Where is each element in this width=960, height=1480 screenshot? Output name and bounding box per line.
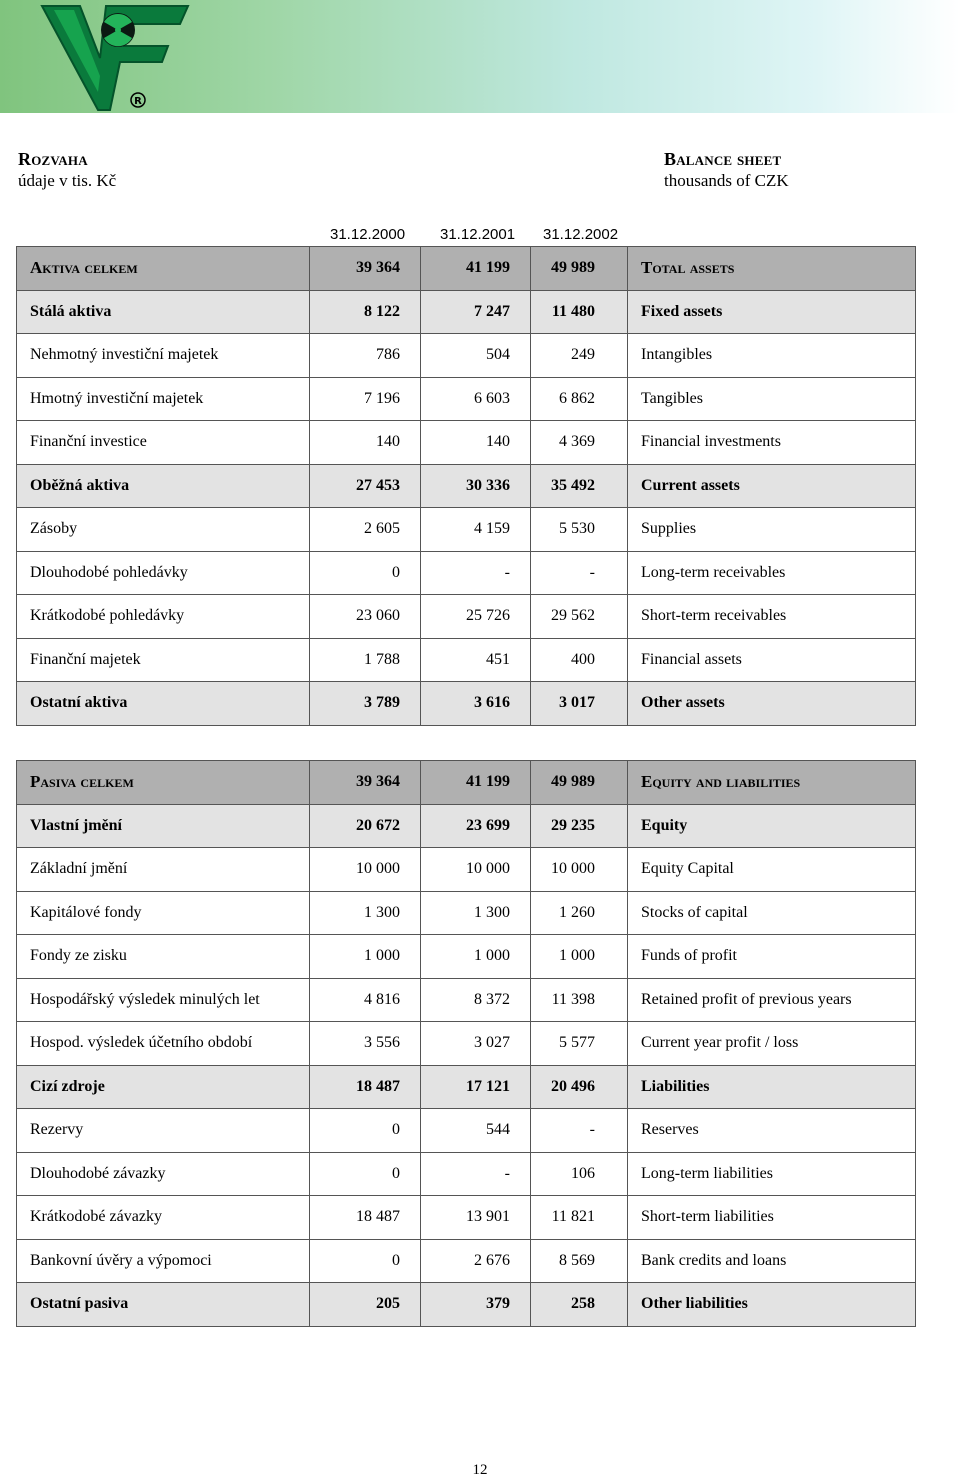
row-label-cz: Základní jmění [17, 848, 310, 892]
table-row [17, 1283, 916, 1327]
value-2000: 0 [310, 1152, 421, 1196]
row-label-en: Long-term liabilities [628, 1152, 916, 1196]
value-2001: 13 901 [421, 1196, 531, 1240]
row-label-cz: Zásoby [17, 508, 310, 552]
table-row [17, 247, 916, 291]
table-row [17, 891, 916, 935]
value-2000: 0 [310, 1239, 421, 1283]
value-2002: 35 492 [531, 464, 628, 508]
value-2000: 10 000 [310, 848, 421, 892]
table-row [17, 804, 916, 848]
column-header-2002: 31.12.2002 [543, 226, 619, 243]
value-2002: 6 862 [531, 377, 628, 421]
value-2000: 20 672 [310, 804, 421, 848]
row-label-cz: Dlouhodobé pohledávky [17, 551, 310, 595]
rozvaha-units: údaje v tis. Kč [18, 171, 117, 190]
table-row [17, 682, 916, 726]
value-2002: 10 000 [531, 848, 628, 892]
table-row [17, 464, 916, 508]
column-header-2001: 31.12.2001 [440, 226, 516, 243]
value-2000: 4 816 [310, 978, 421, 1022]
value-2001: 544 [421, 1109, 531, 1153]
value-2002: - [531, 1109, 628, 1153]
value-2001: 7 247 [421, 290, 531, 334]
row-label-en: Bank credits and loans [628, 1239, 916, 1283]
table-row [17, 1196, 916, 1240]
row-label-en: Short-term liabilities [628, 1196, 916, 1240]
value-2001: 10 000 [421, 848, 531, 892]
row-label-en: Intangibles [628, 334, 916, 378]
value-2000: 0 [310, 1109, 421, 1153]
row-label-cz: Rezervy [17, 1109, 310, 1153]
value-2000: 23 060 [310, 595, 421, 639]
row-label-en: Equity Capital [628, 848, 916, 892]
row-label-cz: Finanční majetek [17, 638, 310, 682]
table-row [17, 1022, 916, 1066]
row-label-cz: Pasiva celkem [17, 761, 310, 805]
value-2000: 7 196 [310, 377, 421, 421]
table-row [17, 935, 916, 979]
row-label-en: Other assets [628, 682, 916, 726]
rozvaha-title: Rozvaha [18, 149, 88, 169]
row-label-cz: Nehmotný investiční majetek [17, 334, 310, 378]
value-2001: 3 027 [421, 1022, 531, 1066]
table-row [17, 638, 916, 682]
value-2001: 41 199 [421, 761, 531, 805]
value-2002: 11 480 [531, 290, 628, 334]
row-label-en: Other liabilities [628, 1283, 916, 1327]
header-right [664, 148, 789, 192]
balance-sheet-units: thousands of CZK [664, 171, 789, 190]
value-2000: 3 556 [310, 1022, 421, 1066]
row-label-cz: Kapitálové fondy [17, 891, 310, 935]
value-2002: 49 989 [531, 247, 628, 291]
value-2001: 140 [421, 421, 531, 465]
value-2001: 2 676 [421, 1239, 531, 1283]
row-label-cz: Hospod. výsledek účetního období [17, 1022, 310, 1066]
svg-text:R: R [134, 96, 142, 107]
value-2000: 39 364 [310, 247, 421, 291]
row-label-en: Equity [628, 804, 916, 848]
row-label-en: Current year profit / loss [628, 1022, 916, 1066]
value-2001: 17 121 [421, 1065, 531, 1109]
row-label-en: Fixed assets [628, 290, 916, 334]
value-2001: 8 372 [421, 978, 531, 1022]
row-label-en: Current assets [628, 464, 916, 508]
table-row [17, 848, 916, 892]
row-label-en: Supplies [628, 508, 916, 552]
row-label-cz: Finanční investice [17, 421, 310, 465]
balance-sheet-title: Balance sheet [664, 149, 782, 169]
value-2001: 504 [421, 334, 531, 378]
value-2001: 30 336 [421, 464, 531, 508]
page-number: 12 [472, 1462, 488, 1478]
value-2001: 1 300 [421, 891, 531, 935]
header-left [18, 148, 116, 192]
value-2002: 29 562 [531, 595, 628, 639]
value-2002: 4 369 [531, 421, 628, 465]
value-2002: 11 398 [531, 978, 628, 1022]
value-2002: 1 000 [531, 935, 628, 979]
table-row [17, 761, 916, 805]
value-2000: 1 300 [310, 891, 421, 935]
value-2002: 29 235 [531, 804, 628, 848]
value-2001: 451 [421, 638, 531, 682]
value-2000: 18 487 [310, 1065, 421, 1109]
row-label-en: Reserves [628, 1109, 916, 1153]
row-label-cz: Hospodářský výsledek minulých let [17, 978, 310, 1022]
value-2001: 4 159 [421, 508, 531, 552]
row-label-cz: Stálá aktiva [17, 290, 310, 334]
table-row [17, 595, 916, 639]
value-2002: 5 530 [531, 508, 628, 552]
value-2000: 1 000 [310, 935, 421, 979]
assets-table [16, 246, 916, 726]
value-2000: 205 [310, 1283, 421, 1327]
value-2000: 8 122 [310, 290, 421, 334]
table-row [17, 377, 916, 421]
value-2002: - [531, 551, 628, 595]
table-row [17, 421, 916, 465]
row-label-en: Retained profit of previous years [628, 978, 916, 1022]
value-2002: 3 017 [531, 682, 628, 726]
row-label-cz: Ostatní aktiva [17, 682, 310, 726]
row-label-cz: Aktiva celkem [17, 247, 310, 291]
row-label-cz: Dlouhodobé závazky [17, 1152, 310, 1196]
row-label-en: Total assets [628, 247, 916, 291]
value-2002: 249 [531, 334, 628, 378]
value-2002: 258 [531, 1283, 628, 1327]
value-2001: 41 199 [421, 247, 531, 291]
table-row [17, 508, 916, 552]
value-2000: 140 [310, 421, 421, 465]
row-label-cz: Krátkodobé závazky [17, 1196, 310, 1240]
value-2001: 23 699 [421, 804, 531, 848]
table-row [17, 978, 916, 1022]
value-2000: 18 487 [310, 1196, 421, 1240]
value-2000: 1 788 [310, 638, 421, 682]
company-logo [40, 2, 210, 114]
value-2002: 8 569 [531, 1239, 628, 1283]
row-label-en: Financial investments [628, 421, 916, 465]
row-label-cz: Oběžná aktiva [17, 464, 310, 508]
row-label-en: Financial assets [628, 638, 916, 682]
value-2001: 3 616 [421, 682, 531, 726]
value-2002: 20 496 [531, 1065, 628, 1109]
value-2001: - [421, 1152, 531, 1196]
row-label-cz: Hmotný investiční majetek [17, 377, 310, 421]
row-label-en: Long-term receivables [628, 551, 916, 595]
table-row [17, 1152, 916, 1196]
row-label-en: Equity and liabilities [628, 761, 916, 805]
value-2000: 27 453 [310, 464, 421, 508]
liabilities-table [16, 760, 916, 1327]
row-label-en: Short-term receivables [628, 595, 916, 639]
value-2000: 39 364 [310, 761, 421, 805]
table-row [17, 290, 916, 334]
column-header-2000: 31.12.2000 [330, 226, 406, 243]
row-label-en: Tangibles [628, 377, 916, 421]
value-2001: 25 726 [421, 595, 531, 639]
row-label-cz: Fondy ze zisku [17, 935, 310, 979]
value-2002: 400 [531, 638, 628, 682]
table-row [17, 1065, 916, 1109]
value-2000: 0 [310, 551, 421, 595]
table-row [17, 1109, 916, 1153]
value-2000: 786 [310, 334, 421, 378]
row-label-cz: Bankovní úvěry a výpomoci [17, 1239, 310, 1283]
value-2000: 3 789 [310, 682, 421, 726]
value-2001: 6 603 [421, 377, 531, 421]
row-label-en: Liabilities [628, 1065, 916, 1109]
value-2002: 1 260 [531, 891, 628, 935]
row-label-cz: Vlastní jmění [17, 804, 310, 848]
value-2001: 379 [421, 1283, 531, 1327]
value-2002: 106 [531, 1152, 628, 1196]
table-row [17, 1239, 916, 1283]
table-row [17, 334, 916, 378]
value-2000: 2 605 [310, 508, 421, 552]
value-2002: 49 989 [531, 761, 628, 805]
table-row [17, 551, 916, 595]
row-label-cz: Krátkodobé pohledávky [17, 595, 310, 639]
value-2001: - [421, 551, 531, 595]
row-label-en: Stocks of capital [628, 891, 916, 935]
row-label-en: Funds of profit [628, 935, 916, 979]
value-2002: 5 577 [531, 1022, 628, 1066]
value-2001: 1 000 [421, 935, 531, 979]
row-label-cz: Ostatní pasiva [17, 1283, 310, 1327]
value-2002: 11 821 [531, 1196, 628, 1240]
row-label-cz: Cizí zdroje [17, 1065, 310, 1109]
